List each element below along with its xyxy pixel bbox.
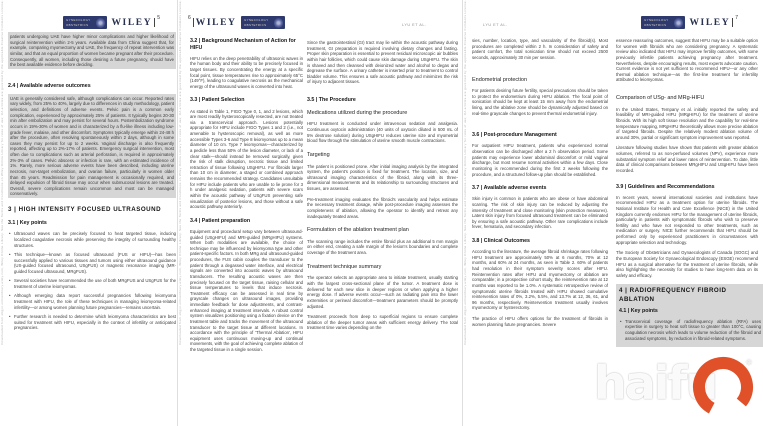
license-sidebar-text: Downloaded from obgyn.onlinelibrary.wiley.com, Wiley Online Library. See the Terms and Conditions on Wiley Online Library for rules of use; OA articles are governed by the applicable Creative Commons License. bbox=[0, 0, 4, 345]
page-6-right-column bbox=[307, 40, 458, 336]
page-7-left-column bbox=[472, 38, 608, 332]
running-head: LYU ET AL. bbox=[483, 23, 508, 27]
subsection-heading-medications: Medications utilized during the procedure bbox=[307, 109, 408, 116]
section-heading-2-4: 2.4 | Available adverse outcomes bbox=[8, 82, 91, 89]
paragraph: The scanning range includes the entire fibroid plus an additional 5 mm margin on either end, creating a safe margin of the lesion's boundaries and complete coverage of the treatment area. bbox=[307, 238, 458, 256]
highlighted-paragraph bbox=[8, 94, 176, 198]
paragraph: For patients desiring future fertility, special precautions should be taken to protect the endometrium during HIFU ablation. The focal point of sonication should be kept at least 15 mm away from the endometrial lining, and the ablative zone should be dynamically adjusted based on real-time grayscale changes to prevent thermal endometrial injury. bbox=[472, 88, 608, 116]
section-heading-3-3: 3.3 | Patient Selection bbox=[190, 97, 245, 104]
subsection-heading-technique: Treatment technique summary bbox=[307, 263, 382, 270]
paragraph: essence reassuring outcomes, suggest that HIFU may be a suitable option for women with fibroids who are considering pregnancy. A systematic review also indicated that HIFU may improve fertility outcomes, with some previously infertile patients achieving pregnancy after treatment. Nevertheless, despite encouraging results, most experts advocate caution. Current evidence is not yet sufficient to recommend HIFU—or any other thermal ablation technique—as the first-line treatment for infertility attributed to leiomyomas. bbox=[616, 38, 758, 83]
figo-emblem-icon bbox=[674, 18, 684, 28]
license-sidebar-text: Downloaded from obgyn.onlinelibrary.wiley.com, Wiley Online Library. See the Terms and Conditions on Wiley Online Library for rules of use; OA articles are governed by the applicable Creative Commons License. bbox=[178, 0, 182, 345]
section-heading-3-1: 3.1 | Key points bbox=[8, 220, 47, 227]
page-7-header bbox=[641, 14, 738, 30]
paragraph: In the United States, Tempany et al. initially reported the safety and feasibility of MRI-guided HIFU (MRgHIFU) for the treatment of uterine fibroids. With its high soft tissue resolution and the capability for real-time temperature mapping, MRgHIFU theoretically allows more precise ablation of targeted fibroids. Despite the relatively modest ablation volume of around 30%, partial or significant symptom improvement was reported. bbox=[616, 106, 758, 140]
wiley-logo: WILEY bbox=[111, 17, 153, 28]
figo-emblem-icon bbox=[96, 18, 106, 28]
paragraph: Since the gastrointestinal (GI) tract may lie within the acoustic pathway during treatment, GI preparation is required involving dietary changes and fasting. Proper skin preparation is essential to prevent residual microscopic air bubbles within hair follicles, which could cause skin damage during USgHIFU. The skin is shaved and then cleansed with deionized water and alcohol to degas and degrease the surface. A urinary catheter is inserted prior to treatment to control bladder volume. This ensures a safe acoustic pathway and minimizes the risk of injury to adjacent tissues. bbox=[307, 40, 458, 85]
header-divider bbox=[154, 18, 155, 27]
journal-badge-line1: GYNECOLOGY bbox=[66, 18, 91, 23]
section-heading-3-9: 3.9 | Guidelines and Recommendations bbox=[616, 183, 715, 190]
paragraph: Skin injury is common in patients who are obese or have abdominal scarring. The risk of skin injury can be reduced by adjusting the intensity of treatment and close monitoring (skin protection measures). Latent skin injury from focused ultrasound treatment can be eliminated by ensuring a safe acoustic pathway. Other rare complications include fever, hematuria, and secondary infection. bbox=[472, 196, 608, 230]
journal-badge bbox=[241, 16, 285, 29]
haifu-watermark-text: haifu bbox=[594, 356, 717, 410]
section-heading-3-2: 3.2 | Background Mechanism of Action for HIFU bbox=[190, 38, 296, 51]
page-7-right-column bbox=[616, 38, 761, 347]
paragraph: HIFU relies on the deep penetrability of ultrasonic waves in the human body and their ability to be precisely focused in target tissues. By concentrating the energy at a specific focal point, tissue temperatures rise to approximately 65°C (149°F), leading to coagulative necrosis as the mechanical energy of the ultrasound waves is converted into heat. bbox=[190, 55, 303, 89]
wiley-logo: WILEY bbox=[689, 17, 731, 28]
section-heading-3-6: 3.6 | Post-procedure Management bbox=[472, 132, 557, 139]
section-heading-3-4: 3.4 | Patient preparation bbox=[190, 217, 251, 224]
list-item: • Further research is needed to determine which leiomyoma characteristics are best suited for treatment with HIFU, especially in the context of infertility or anticipated pregnancies. bbox=[14, 314, 176, 331]
journal-badge-line1: GYNECOLOGY bbox=[644, 18, 669, 23]
highlighted-paragraph bbox=[8, 32, 176, 69]
subsection-heading-targeting: Targeting bbox=[307, 151, 330, 158]
subsection-heading-plan: Formulation of the ablation treatment plan bbox=[307, 227, 409, 234]
page-5 bbox=[4, 0, 177, 426]
journal-badge-line2: OBSTETRICS bbox=[644, 22, 667, 27]
page-number: 5 bbox=[157, 15, 160, 21]
paragraph: Pre-treatment imaging evaluates the fibroid's vascularity and helps estimate the necessary treatment dosage, while post-procedure imaging assesses the completeness of ablation, allowing the operator to identify and retreat any inadequately treated areas. bbox=[307, 196, 458, 219]
paragraph: patients undergoing UAE have higher minor complications and higher likelihood of surgical reintervention within 2-5 years. Available data from China suggest that, for example, comparing myomectomy and UAE, the frequency of repeat intervention was similar, and that an equal proportion of women became pregnant after their procedure. Consequently, all women, including those desiring a future pregnancy, should have the best available evidence before deciding. bbox=[10, 34, 174, 68]
page-5-header bbox=[63, 14, 160, 30]
page-7 bbox=[469, 0, 763, 426]
section-heading-3-5: 3.5 | The Procedure bbox=[307, 97, 356, 103]
journal-badge-line2: OBSTETRICS bbox=[66, 22, 89, 27]
list-item: • Ultrasound waves can be precisely focused to heat targeted tissue, inducing localized coagulative necrosis while preserving the integrity of surrounding healthy structures. bbox=[14, 231, 176, 248]
key-points-list bbox=[8, 231, 176, 331]
journal-badge-line2: OBSTETRICS bbox=[243, 22, 267, 27]
page-number: 7 bbox=[735, 15, 738, 21]
section-heading-4-1: 4.1 | Key points bbox=[619, 307, 658, 314]
page-6 bbox=[184, 0, 461, 426]
wiley-logo: WILEY bbox=[195, 17, 237, 28]
key-points-list bbox=[619, 319, 761, 342]
registered-mark: ® bbox=[746, 358, 752, 367]
list-item: • Transcervical coverage of radiofrequency ablation (RFA) uses expertise in surgery to heat soft tissue to greater than 100°C, causing coagulation necrosis which leads to volume reduction of the fibroid and associated symptoms, by reduction in fibroid-related symptoms. bbox=[625, 319, 761, 342]
paragraph: sies, number, location, type, and vascularity of the fibroid(s). Most procedures are completed within 2 h. In consideration of safety and patient comfort, the total sonication time should not exceed 2500 seconds, approximately 30 min per session. bbox=[472, 38, 608, 60]
paragraph: The practice of HIFU offers options for the treatment of fibroids in women planning future pregnancies. Severe bbox=[472, 316, 608, 327]
page-5-column bbox=[8, 32, 176, 335]
list-item: • Several societies have recommended the use of both MRgFUS and USgFUS for the treatment of uterine leiomyomas. bbox=[14, 278, 176, 289]
journal-badge-line1: GYNECOLOGY bbox=[243, 18, 269, 23]
journal-badge bbox=[641, 16, 685, 29]
header-divider bbox=[193, 18, 194, 27]
paragraph: The operator selects an appropriate area to initiate treatment, usually starting with the largest cross-sectional plane of the tumor. A treatment dose is delivered for each new slice in deeper regions or when applying a higher energy dose. If adverse events occur—such as radiating pain into the lower extremities or perineal discomfort—treatment parameters should be promptly adjusted. bbox=[307, 275, 458, 309]
section-heading-3-8: 3.8 | Clinical Outcomes bbox=[472, 238, 531, 245]
page-6-left-column bbox=[190, 38, 303, 358]
paragraph: Equipment and procedural setup vary between ultrasound-guided (USgHIFU) and MRI-guided (MRgHIFU) systems. When both modalities are available, the choice of technique may be influenced by leiomyoma type and other patient-specific factors. In both MRg and ultrasound-guided procedures, the FUS cabin couples the transducer to the patient through a degassed water interface, and electrical signals are converted into acoustic waves by ultrasound transducers. The resulting acoustic waves are then precisely focused on the target tissue, raising cellular and tissue temperatures to levels that induce necrosis. Treatment efficacy can be assessed in real time by grayscale changes on ultrasound images, providing immediate feedback for dose adjustments, and contrast-enhanced imaging at treatment intervals. A robust control system visualizes positioning using a fixation device on the treatment table and tracks the movement of the ultrasound transducer to the target tissue at different locations. In accordance with the principle of 'Thermal Ablation', HIFU equipment uses continuous moving-up and continual movements, with the goal of achieving complete ablation of the targeted tissue in a single session. bbox=[190, 228, 303, 353]
paragraph: HIFU treatment is conducted under intravenous sedation and analgesia. Continuous oxytocin administration (40 units of oxytocin diluted in 500 mL of 5% dextrose solution) during USgHIFU reduces uterine size and myometrial blood flow through the stimulation of uterine smooth muscle contractions. bbox=[307, 121, 458, 144]
journal-badge bbox=[63, 16, 107, 29]
figo-emblem-icon bbox=[274, 18, 284, 28]
paragraph: In recent years, several international societies and institutions have recommended HIFU as a treatment option for uterine fibroids. The National Institute for Health and Care Excellence (NICE) in the United Kingdom currently endorses HIFU for the management of uterine fibroids, particularly in patients with symptomatic fibroids who wish to preserve fertility and who have not responded to other treatments, such as medication or surgery. NICE further recommends that HIFU should be performed only by experienced practitioners in circumstances with appropriate selection and technology. bbox=[616, 194, 758, 245]
section-heading-3-7: 3.7 | Available adverse events bbox=[472, 185, 547, 192]
subsection-heading-comparison: Comparison of USg- and MRg-HIFU bbox=[616, 95, 705, 101]
header-divider bbox=[732, 18, 733, 27]
page-number: 6 bbox=[188, 15, 191, 21]
paragraph: Treatment proceeds from deep to superficial regions to ensure complete ablation of the deeper tumor areas with sufficient energy delivery. The total treatment time varies depending on the bbox=[307, 314, 458, 331]
paragraph: As stated in Table 1, FIGO Type 0, 1, and 2 lesions, which are most readily hysteroscopically resected, are not treated via a transcervical approach. Lesions potentially appropriate for HIFU include FIGO Types 1 and 2 (i.e., not amenable to hysteroscopic removal), as well as more accessible Types 3-6 and Type 8 leiomyomas up to a mean diameter of 10 cm. Type 7 leiomyomas—characterized by a pedicle less than 50% of the lesion diameter, or lack of a clear stalk—should instead be removed surgically, given the risk of stalk disruption, necrotic tissue and limited retraction of tissue following USgHIFU. For fibroids larger than 10 cm in diameter, a staged or combined approach remains the recommended strategy. Candidates unsuitable for HIFU include patients who are unable to lie prone for 3 h under analgesic sedation, patients with severe scars within the acoustic pathway of USgFUS preventing safe visualization of posterior lesions, and those without a safe acoustic pathway anteriorly. bbox=[190, 108, 303, 210]
paragraph: For outpatient HIFU treatment, patients who experienced normal observation can be discharged after a 2 h observation period. Some patients may experience lower abdominal discomfort or mild vaginal discharge, but most resume normal activities within a few days. Close monitoring is recommended during the first 2 weeks following the procedure, and a structured follow-up plan should be established. bbox=[472, 143, 608, 177]
page-6-header bbox=[188, 14, 285, 30]
license-sidebar-text: Downloaded from obgyn.onlinelibrary.wiley.com, Wiley Online Library. See the Terms and Conditions on Wiley Online Library for rules of use; OA articles are governed by the applicable Creative Commons License. bbox=[463, 0, 467, 345]
list-item: • Although emerging data report successful pregnancies following leiomyoma treatment with HIFU, the role of these techniques in managing leiomyoma-related infertility—or among women planning future pregnancies—remains uncertain. bbox=[14, 293, 176, 310]
running-head: LYU ET AL. bbox=[402, 23, 427, 27]
paragraph: Literature following studies have shown that patients with greater ablation volumes, referred to as non-perfused volumes (NPV), experience more substantial symptom relief and lower rates of reintervention. To date, little data of clinical comparisons between MRgHIFU and USgHIFU have been recorded. bbox=[616, 145, 758, 173]
section-heading-4: 4 | RADIOFREQUENCY FIBROID ABLATION bbox=[619, 287, 727, 303]
paragraph: UAE is generally considered safe, although complications can occur. Reported rates vary widely, from 25% to 40%, largely due to differences in study methodology, patient selection, and definitions of adverse events. Pelvic pain is a common early complication, experienced by approximately 25% of patients. It typically begins 20-30 min after embolization and may persist for several hours. Postembolization syndrome occurs in 19%-30% of women and is characterized by a flu-like illness including low-grade fever, malaise, and other discomfort. Symptoms typically emerge within 24-48 h after the procedure, often resolving spontaneously within 2 days, although in some cases they may persist for up to 2 weeks. Vaginal discharge is also frequently reported, affecting up to 2%-17% of patients. Emergency surgical intervention, most often due to complications such as arterial perforation, is required in approximately 2%-3% of cases. Pelvic abscess or infection is rare, with an estimated incidence of 1%. Rarely, more serious adverse events have been described, including uterine necrosis, non-target embolization, and ovarian failure, particularly in women older than 45 years. Readmission for pain management is occasionally required, and delayed expulsion of fibroid tissue may occur when submucosal lesions are treated. Overall, severe complications remain uncommon and most can be managed conservatively. bbox=[10, 95, 174, 197]
section-heading-3: 3 | HIGH INTENSITY FOCUSED ULTRASOUND bbox=[8, 206, 162, 214]
subsection-heading-endometrial: Endometrial protection bbox=[472, 76, 528, 83]
paragraph: The Society of Obstetricians and Gynaecologists of Canada (SOGC) and the European Society for Gynaecological Endoscopy (ESGE) recommend HIFU as a surgical alternative for the treatment of uterine fibroids, while also highlighting the necessity for studies to have long-term data on its safety and efficacy. bbox=[616, 250, 758, 278]
highlighted-section-4 bbox=[616, 284, 763, 347]
paragraph: The patient is positioned prone. After initial imaging analysis by the integrated system, the patient's position is fixed for treatment. The location, size, and ultrasound imaging characteristics of the fibroid, along with its three-dimensional measurements and its relationship to surrounding structures and tissues, are assessed. bbox=[307, 163, 458, 192]
paragraph: According to the literature, the average fibroid shrinkage rates following HIFU treatment are approximately 50% at 6 months, 70% at 12 months, and 60% at 24 months, as seen in Table 2. 60% of patients had resolution in their symptom severity scores after HIFU. Reintervention rates after HIFU and myomectomy or ablation are comparable; in a prospective cohort study, the reintervention rate at 12 months was reported to be 1.0%. A systematic retrospective review of symptomatic uterine fibroids treated with HIFU showed cumulative reintervention rates of 0%, 3.2%, 5.5%, and 13.7% at 12, 36, 61, and 96 months, respectively. Reintervention treatment usually involves myomectomy or hysterectomy. bbox=[472, 249, 608, 311]
list-item: • This technique—known as focused ultrasound (FUS or HIFU)—has been successfully applied to various tissues and tumors using either ultrasound guidance (US-guided focused ultrasound, USgFUS) or magnetic resonance imaging (MR-guided focused ultrasound, MRgFUS). bbox=[14, 252, 176, 275]
